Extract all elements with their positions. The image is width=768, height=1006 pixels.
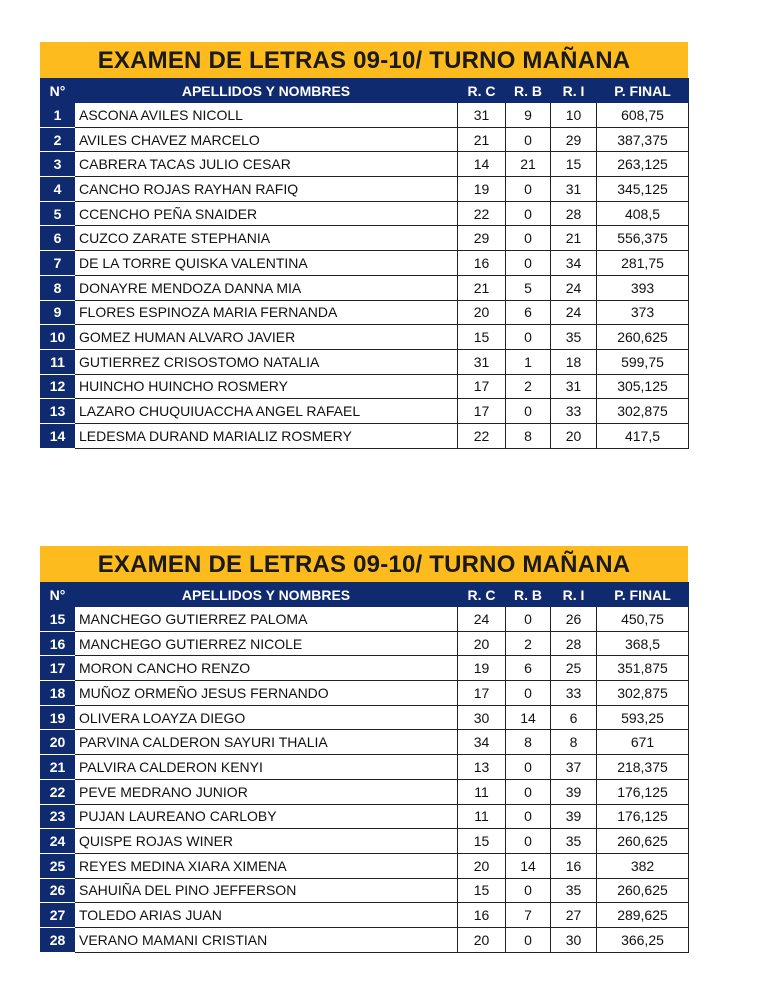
score-ri: 15 [551,152,597,177]
score-ri: 33 [551,399,597,424]
final-score: 368,5 [597,631,689,656]
col-header-rb: R. B [506,583,551,607]
col-header-ri: R. I [551,79,597,103]
table-row [41,607,689,632]
student-name: TOLEDO ARIAS JUAN [75,903,458,928]
score-rb: 0 [506,804,551,829]
row-number: 19 [41,705,75,730]
table-row [41,349,689,374]
row-number: 21 [41,755,75,780]
score-rb: 0 [506,177,551,202]
score-rc: 20 [458,300,506,325]
col-header-final-score: P. FINAL [597,583,689,607]
final-score: 176,125 [597,779,689,804]
row-number: 10 [41,325,75,350]
row-number: 17 [41,656,75,681]
score-rc: 21 [458,127,506,152]
score-rc: 29 [458,226,506,251]
score-rc: 34 [458,730,506,755]
table-row [41,656,689,681]
table-row [41,201,689,226]
final-score: 393 [597,275,689,300]
table-row [41,779,689,804]
final-score: 599,75 [597,349,689,374]
final-score: 351,875 [597,656,689,681]
student-name: CANCHO ROJAS RAYHAN RAFIQ [75,177,458,202]
score-rb: 0 [506,201,551,226]
score-rb: 5 [506,275,551,300]
score-rb: 0 [506,681,551,706]
table-row [41,853,689,878]
col-header-number: N° [41,79,75,103]
score-rc: 19 [458,656,506,681]
col-header-rc: R. C [458,79,506,103]
table-row [41,705,689,730]
row-number: 23 [41,804,75,829]
table-row [41,730,689,755]
final-score: 608,75 [597,103,689,128]
score-rc: 20 [458,927,506,952]
table-title: EXAMEN DE LETRAS 09-10/ TURNO MAÑANA [40,42,688,78]
col-header-rb: R. B [506,79,551,103]
score-ri: 16 [551,853,597,878]
col-header-names: APELLIDOS Y NOMBRES [75,79,458,103]
score-rc: 19 [458,177,506,202]
table-row [41,878,689,903]
score-rc: 17 [458,374,506,399]
table-row [41,374,689,399]
results-table-2 [40,546,688,953]
student-name: MORON CANCHO RENZO [75,656,458,681]
score-ri: 18 [551,349,597,374]
student-name: HUINCHO HUINCHO ROSMERY [75,374,458,399]
score-rb: 9 [506,103,551,128]
col-header-rc: R. C [458,583,506,607]
score-rb: 0 [506,878,551,903]
student-name: PEVE MEDRANO JUNIOR [75,779,458,804]
student-name: PUJAN LAUREANO CARLOBY [75,804,458,829]
score-ri: 10 [551,103,597,128]
score-ri: 24 [551,275,597,300]
score-rc: 14 [458,152,506,177]
header-row [41,79,689,103]
score-rb: 0 [506,127,551,152]
final-score: 671 [597,730,689,755]
table-row [41,275,689,300]
row-number: 11 [41,349,75,374]
score-rb: 0 [506,829,551,854]
col-header-ri: R. I [551,583,597,607]
score-ri: 25 [551,656,597,681]
student-name: MANCHEGO GUTIERREZ NICOLE [75,631,458,656]
row-number: 3 [41,152,75,177]
score-ri: 24 [551,300,597,325]
row-number: 6 [41,226,75,251]
row-number: 16 [41,631,75,656]
student-name: QUISPE ROJAS WINER [75,829,458,854]
table-row [41,804,689,829]
score-ri: 20 [551,423,597,448]
header-row [41,583,689,607]
score-rc: 24 [458,607,506,632]
score-ri: 34 [551,251,597,276]
score-rc: 20 [458,853,506,878]
table-row [41,681,689,706]
student-name: LEDESMA DURAND MARIALIZ ROSMERY [75,423,458,448]
final-score: 450,75 [597,607,689,632]
score-rc: 22 [458,201,506,226]
score-rc: 17 [458,399,506,424]
final-score: 260,625 [597,829,689,854]
row-number: 4 [41,177,75,202]
student-name: VERANO MAMANI CRISTIAN [75,927,458,952]
results-grid [40,582,689,953]
col-header-final-score: P. FINAL [597,79,689,103]
score-rc: 22 [458,423,506,448]
table-row [41,423,689,448]
score-ri: 35 [551,878,597,903]
col-header-number: N° [41,583,75,607]
student-name: MANCHEGO GUTIERREZ PALOMA [75,607,458,632]
student-name: GOMEZ HUMAN ALVARO JAVIER [75,325,458,350]
final-score: 176,125 [597,804,689,829]
row-number: 7 [41,251,75,276]
score-rb: 8 [506,730,551,755]
table-row [41,127,689,152]
student-name: SAHUIÑA DEL PINO JEFFERSON [75,878,458,903]
table-row [41,325,689,350]
row-number: 2 [41,127,75,152]
student-name: ASCONA AVILES NICOLL [75,103,458,128]
row-number: 8 [41,275,75,300]
student-name: PARVINA CALDERON SAYURI THALIA [75,730,458,755]
score-ri: 31 [551,177,597,202]
score-rc: 17 [458,681,506,706]
score-ri: 28 [551,631,597,656]
score-rb: 0 [506,927,551,952]
score-ri: 30 [551,927,597,952]
score-rc: 15 [458,325,506,350]
score-rb: 21 [506,152,551,177]
table-row [41,177,689,202]
score-rc: 15 [458,878,506,903]
score-rc: 13 [458,755,506,780]
final-score: 382 [597,853,689,878]
score-ri: 26 [551,607,597,632]
score-rb: 14 [506,853,551,878]
score-rb: 14 [506,705,551,730]
score-rb: 6 [506,656,551,681]
final-score: 373 [597,300,689,325]
student-name: CCENCHO PEÑA SNAIDER [75,201,458,226]
final-score: 302,875 [597,681,689,706]
score-ri: 31 [551,374,597,399]
student-name: DE LA TORRE QUISKA VALENTINA [75,251,458,276]
score-ri: 33 [551,681,597,706]
score-rc: 31 [458,349,506,374]
final-score: 263,125 [597,152,689,177]
score-ri: 39 [551,804,597,829]
table-row [41,903,689,928]
score-rc: 20 [458,631,506,656]
score-rb: 0 [506,399,551,424]
table-row [41,399,689,424]
row-number: 20 [41,730,75,755]
final-score: 305,125 [597,374,689,399]
score-ri: 29 [551,127,597,152]
score-ri: 39 [551,779,597,804]
student-name: CUZCO ZARATE STEPHANIA [75,226,458,251]
score-rc: 11 [458,779,506,804]
table-row [41,755,689,780]
student-name: GUTIERREZ CRISOSTOMO NATALIA [75,349,458,374]
score-rc: 11 [458,804,506,829]
final-score: 260,625 [597,878,689,903]
score-ri: 6 [551,705,597,730]
results-table-1 [40,42,688,449]
final-score: 281,75 [597,251,689,276]
results-grid [40,78,689,449]
table-row [41,103,689,128]
final-score: 387,375 [597,127,689,152]
final-score: 417,5 [597,423,689,448]
table-row [41,829,689,854]
row-number: 28 [41,927,75,952]
table-row [41,226,689,251]
score-ri: 35 [551,829,597,854]
score-rb: 1 [506,349,551,374]
score-rb: 0 [506,226,551,251]
row-number: 13 [41,399,75,424]
score-rc: 30 [458,705,506,730]
student-name: PALVIRA CALDERON KENYI [75,755,458,780]
score-rb: 0 [506,755,551,780]
final-score: 556,375 [597,226,689,251]
row-number: 1 [41,103,75,128]
final-score: 289,625 [597,903,689,928]
score-ri: 21 [551,226,597,251]
final-score: 408,5 [597,201,689,226]
score-ri: 35 [551,325,597,350]
score-rb: 8 [506,423,551,448]
score-rb: 2 [506,631,551,656]
row-number: 27 [41,903,75,928]
student-name: OLIVERA LOAYZA DIEGO [75,705,458,730]
score-rc: 16 [458,251,506,276]
final-score: 260,625 [597,325,689,350]
final-score: 218,375 [597,755,689,780]
final-score: 593,25 [597,705,689,730]
final-score: 345,125 [597,177,689,202]
table-row [41,152,689,177]
table-row [41,631,689,656]
score-ri: 28 [551,201,597,226]
score-ri: 27 [551,903,597,928]
score-rc: 31 [458,103,506,128]
table-row [41,251,689,276]
row-number: 5 [41,201,75,226]
student-name: DONAYRE MENDOZA DANNA MIA [75,275,458,300]
row-number: 12 [41,374,75,399]
table-row [41,927,689,952]
row-number: 26 [41,878,75,903]
student-name: CABRERA TACAS JULIO CESAR [75,152,458,177]
row-number: 25 [41,853,75,878]
row-number: 14 [41,423,75,448]
student-name: FLORES ESPINOZA MARIA FERNANDA [75,300,458,325]
score-rb: 0 [506,607,551,632]
table-row [41,300,689,325]
final-score: 366,25 [597,927,689,952]
table-title: EXAMEN DE LETRAS 09-10/ TURNO MAÑANA [40,546,688,582]
score-ri: 8 [551,730,597,755]
student-name: AVILES CHAVEZ MARCELO [75,127,458,152]
score-ri: 37 [551,755,597,780]
col-header-names: APELLIDOS Y NOMBRES [75,583,458,607]
row-number: 24 [41,829,75,854]
final-score: 302,875 [597,399,689,424]
score-rb: 6 [506,300,551,325]
row-number: 15 [41,607,75,632]
score-rb: 2 [506,374,551,399]
score-rc: 21 [458,275,506,300]
row-number: 9 [41,300,75,325]
score-rb: 0 [506,251,551,276]
student-name: MUÑOZ ORMEÑO JESUS FERNANDO [75,681,458,706]
student-name: REYES MEDINA XIARA XIMENA [75,853,458,878]
score-rb: 0 [506,325,551,350]
student-name: LAZARO CHUQUIUACCHA ANGEL RAFAEL [75,399,458,424]
score-rb: 7 [506,903,551,928]
score-rb: 0 [506,779,551,804]
row-number: 18 [41,681,75,706]
score-rc: 16 [458,903,506,928]
score-rc: 15 [458,829,506,854]
row-number: 22 [41,779,75,804]
